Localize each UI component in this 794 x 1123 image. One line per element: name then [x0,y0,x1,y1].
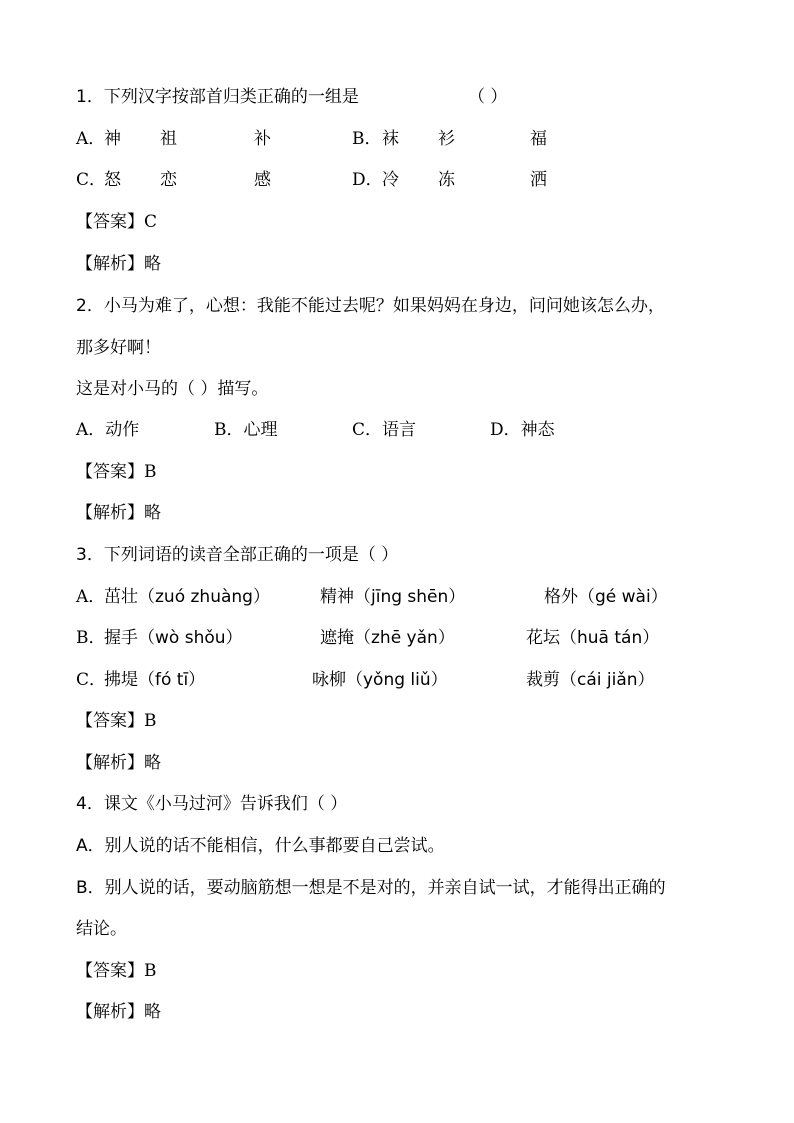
option-b-item-1: 袜 [382,129,399,149]
question-2-stem-line-3: 这是对小马的（ ）描写。 [76,379,269,399]
option-c-item-1: 怒 [104,170,121,190]
q3-option-a-word-3: 格外（gé wài） [544,587,668,607]
q3-option-a-word-1: 茁壮（zuó zhuàng） [104,587,270,607]
answer-1 [76,211,157,233]
analysis-value: 略 [144,503,161,523]
question-2-stem-line-1: 2．小马为难了，心想：我能不能过去呢？如果妈妈在身边，问问她该怎么办， [76,296,665,316]
analysis-1 [76,253,161,275]
question-1-text: 1．下列汉字按部首归类正确的一组是 [76,87,359,107]
answer-4 [76,960,157,982]
answer-3 [76,710,157,732]
option-d-label: D． [352,170,383,190]
q3-option-c-word-3: 裁剪（cái jiǎn） [526,670,655,690]
q3-option-c-word-1: 拂堤（fó tī） [104,670,206,690]
question-4-stem: 4．课文《小马过河》告诉我们（ ） [76,794,348,814]
answer-2 [76,461,157,483]
analysis-2 [76,502,161,524]
q3-option-b-label: B． [76,628,106,648]
option-b-item-2: 衫 [438,129,455,149]
analysis-value: 略 [144,254,161,274]
q2-option-b: B．心理 [214,420,278,440]
analysis-label: 【解析】 [76,254,144,274]
question-2-stem-line-2: 那多好啊！ [76,338,161,358]
q2-option-a: A．动作 [76,420,140,440]
analysis-value: 略 [144,753,161,773]
analysis-label: 【解析】 [76,1002,144,1022]
analysis-label: 【解析】 [76,753,144,773]
option-d-item-2: 冻 [438,170,455,190]
option-d-item-3: 洒 [530,170,547,190]
answer-value: B [144,462,157,482]
analysis-4 [76,1001,161,1023]
option-a-item-1: 神 [104,129,121,149]
q2-option-c: C．语言 [352,420,417,440]
q3-option-c-word-2: 咏柳（yǒng liǔ） [312,670,448,690]
analysis-label: 【解析】 [76,503,144,523]
question-1-stem [76,86,359,108]
option-c-item-3: 感 [254,170,271,190]
q3-option-b-word-2: 遮掩（zhē yǎn） [320,628,455,648]
answer-label: 【答案】 [76,711,144,731]
option-c-label: C． [76,170,107,190]
analysis-3 [76,752,161,774]
q4-option-b-line-2: 结论。 [76,919,127,939]
q3-option-b-word-3: 花坛（huā tán） [526,628,660,648]
option-a-item-2: 祖 [160,129,177,149]
answer-label: 【答案】 [76,212,144,232]
analysis-value: 略 [144,1002,161,1022]
option-a-label: A． [76,129,106,149]
answer-value: B [144,711,157,731]
q4-option-b-line-1: B．别人说的话，要动脑筋想一想是不是对的，并亲自试一试，才能得出正确的 [76,878,666,898]
answer-label: 【答案】 [76,961,144,981]
answer-value: C [144,212,158,232]
q2-option-d: D．神态 [490,420,555,440]
option-b-label: B． [352,129,382,149]
option-c-item-2: 恋 [160,170,177,190]
answer-value: B [144,961,157,981]
question-3-stem: 3．下列词语的读音全部正确的一项是（ ） [76,545,399,565]
option-b-item-3: 福 [530,129,547,149]
question-1-paren: （ ） [468,87,508,107]
option-a-item-3: 补 [254,129,271,149]
q3-option-b-word-1: 握手（wò shǒu） [104,628,243,648]
q4-option-a: A．别人说的话不能相信，什么事都要自己尝试。 [76,836,445,856]
answer-label: 【答案】 [76,462,144,482]
q3-option-c-label: C． [76,670,107,690]
q3-option-a-label: A． [76,587,106,607]
q3-option-a-word-2: 精神（jīng shēn） [320,587,466,607]
option-d-item-1: 冷 [382,170,399,190]
